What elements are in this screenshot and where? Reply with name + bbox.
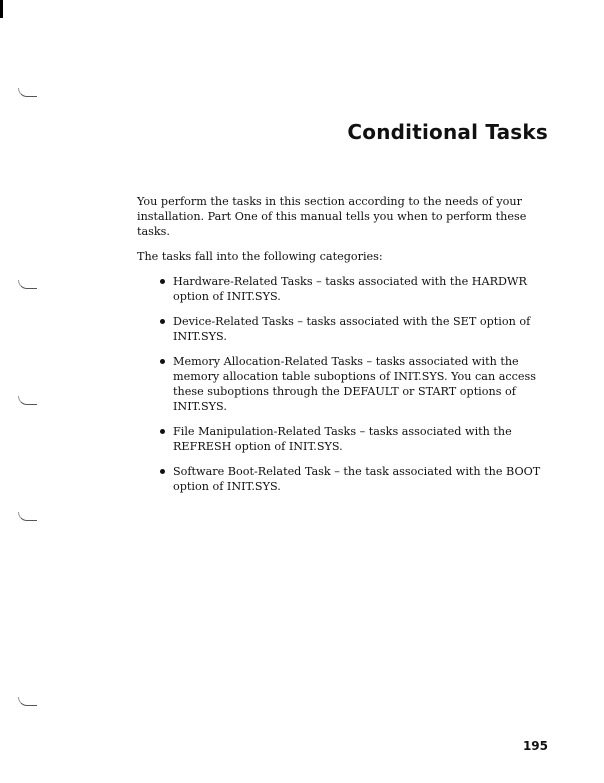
- binder-hole-mark: [18, 697, 37, 706]
- scan-edge-mark: [0, 0, 3, 18]
- intro-paragraph: You perform the tasks in this section according to the needs of your installation. Part One of this manual tells you when to perform these tasks.: [137, 195, 527, 238]
- list-item: Device-Related Tasks – tasks associated with the SET option of INIT.SYS.: [160, 314, 557, 344]
- list-item: Hardware-Related Tasks – tasks associated with the HARDWR option of INIT.SYS.: [160, 274, 557, 304]
- list-item: File Manipulation-Related Tasks – tasks associated with the REFRESH option of INIT.SYS.: [160, 424, 557, 454]
- list-item: Memory Allocation-Related Tasks – tasks associated with the memory allocation table suboptions of INIT.SYS. You can access these suboptions through the DEFAULT or START options of INIT.SYS.: [160, 354, 557, 414]
- page-body: [137, 194, 557, 504]
- binder-hole-mark: [18, 396, 37, 405]
- lead-paragraph: The tasks fall into the following categories:: [137, 250, 383, 263]
- binder-hole-mark: [18, 512, 37, 521]
- binder-hole-mark: [18, 88, 37, 97]
- category-list: [137, 274, 557, 494]
- page-title: Conditional Tasks: [347, 120, 548, 144]
- binder-hole-mark: [18, 280, 37, 289]
- page-number: 195: [522, 739, 548, 753]
- list-item: Software Boot-Related Task – the task associated with the BOOT option of INIT.SYS.: [160, 464, 557, 494]
